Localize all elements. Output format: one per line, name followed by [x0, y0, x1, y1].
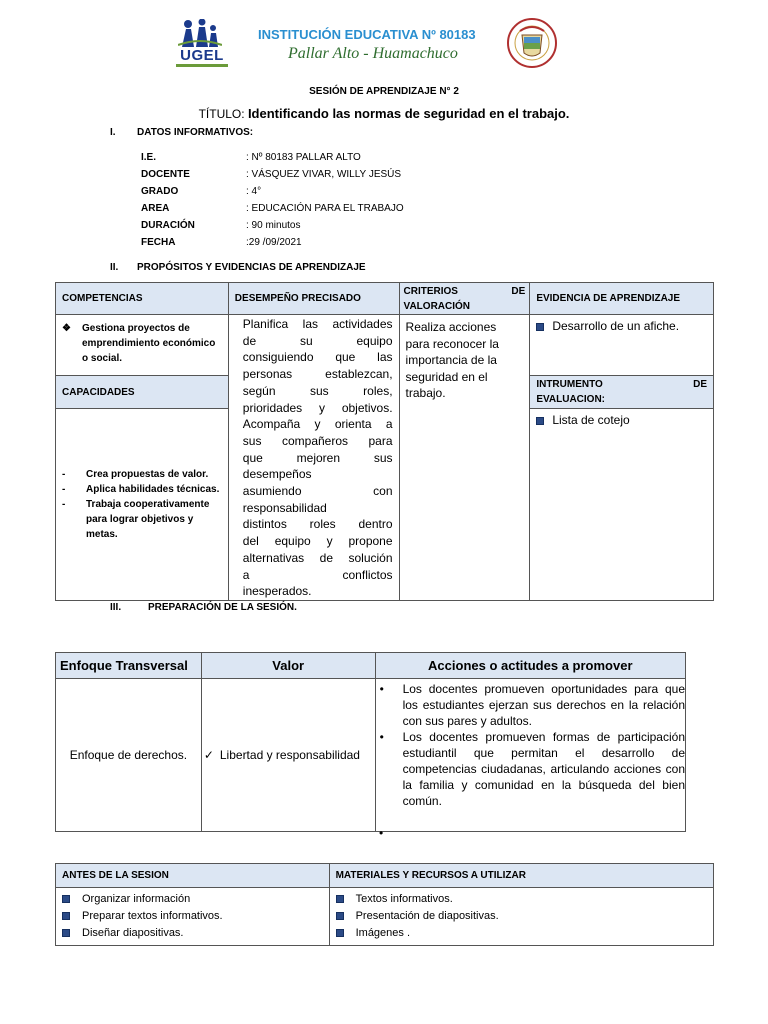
desempeno-line: responsabilidad — [242, 500, 327, 515]
section-3-number: III. — [110, 602, 122, 613]
desempeno-line: que mejoren sus — [242, 450, 393, 465]
info-value: :29 /09/2021 — [246, 237, 302, 248]
propositos-table — [55, 282, 714, 601]
instrumento-word: INTRUMENTO — [536, 379, 603, 391]
ugel-logo-text: UGEL — [180, 47, 224, 64]
header-valor: Valor — [201, 653, 375, 679]
empty-bullet-icon: • — [379, 826, 384, 840]
square-bullet-icon — [62, 929, 70, 937]
ugel-logo — [172, 19, 228, 67]
capacidades-list — [62, 467, 224, 542]
square-bullet-icon — [536, 323, 544, 331]
header-materiales: MATERIALES Y RECURSOS A UTILIZAR — [329, 864, 713, 888]
header-antes: ANTES DE LA SESION — [56, 864, 330, 888]
section-1-title: DATOS INFORMATIVOS: — [137, 127, 254, 138]
instrumento-text: Lista de cotejo — [552, 412, 630, 427]
info-label: GRADO — [141, 186, 179, 197]
header-criterios-word: DE — [511, 285, 526, 297]
list-item: - Trabaja cooperativamente para lograr objetivos y metas. — [62, 498, 210, 540]
header-desempeno: DESEMPEÑO PRECISADO — [228, 283, 399, 315]
desempeno-line: distintos roles dentro — [242, 517, 393, 532]
desempeno-cell — [228, 315, 399, 601]
header-criterios-word: VALORACIÓN — [403, 300, 471, 312]
competencia-text: Gestiona proyectos de emprendimiento económico o social. — [82, 323, 216, 364]
ugel-logo-underline — [176, 64, 228, 67]
info-value: : 90 minutos — [246, 220, 301, 231]
section-1-number: I. — [110, 127, 116, 138]
list-item: - Crea propuestas de valor. — [62, 468, 209, 480]
antes-materiales-table — [55, 863, 714, 946]
section-2-number: II. — [110, 262, 119, 273]
evidencia-text: Desarrollo de un afiche. — [552, 319, 680, 333]
desempeno-line: prioridades y objetivos. — [242, 400, 393, 415]
square-bullet-icon — [62, 895, 70, 903]
list-item: Preparar textos informativos. — [62, 908, 323, 925]
capacidades-cell — [56, 408, 229, 600]
ugel-figures-icon — [178, 19, 222, 47]
desempeno-line: según sus roles, — [242, 383, 393, 398]
desempeno-line: alternativas de solución — [242, 550, 393, 565]
list-item: • Los docentes promueven oportunidades para que los estudiantes ejerzan sus derechos en la relación con sus pares y adultos. — [379, 682, 685, 728]
desempeno-line: desempeños — [242, 467, 312, 482]
desempeno-line: a conflictos — [242, 567, 393, 582]
header-evidencia: EVIDENCIA DE APRENDIZAJE — [530, 283, 714, 315]
antes-cell — [56, 888, 330, 946]
header-enfoque: Enfoque Transversal — [56, 653, 202, 679]
competencia-cell — [56, 315, 229, 376]
section-2-title: PROPÓSITOS Y EVIDENCIAS DE APRENDIZAJE — [137, 262, 366, 273]
session-number: SESIÓN DE APRENDIZAJE N° 2 — [309, 86, 459, 97]
desempeno-line: sus compañeros para — [242, 433, 393, 448]
info-label: DURACIÓN — [141, 220, 195, 231]
enfoque-cell — [56, 679, 202, 832]
desempeno-line: de su equipo — [242, 333, 393, 348]
list-item: Textos informativos. — [336, 891, 707, 908]
desempeno-line: Planifica las actividades — [242, 317, 393, 331]
criterio-cell — [399, 315, 530, 601]
desempeno-line: personas establezcan, — [242, 367, 393, 382]
title-text: Identificando las normas de seguridad en el trabajo. — [247, 106, 570, 121]
title-label: TÍTULO: — [198, 107, 245, 121]
header-competencias: COMPETENCIAS — [56, 283, 229, 315]
instrumento-word: DE — [693, 379, 707, 391]
square-bullet-icon — [536, 417, 544, 425]
section-3-title: PREPARACIÓN DE LA SESIÓN. — [148, 602, 297, 613]
list-item: Imágenes . — [336, 925, 707, 942]
bullet-icon: • — [379, 730, 384, 744]
regional-seal-icon — [506, 17, 558, 69]
info-label: FECHA — [141, 237, 176, 248]
list-item: Organizar información — [62, 891, 323, 908]
square-bullet-icon — [336, 929, 344, 937]
institution-place: Pallar Alto - Huamachuco — [288, 45, 458, 62]
info-value: : VÁSQUEZ VIVAR, WILLY JESÚS — [246, 169, 402, 180]
list-item: - Aplica habilidades técnicas. — [62, 483, 220, 495]
criterio-text: Realiza acciones para reconocer la importancia de la seguridad en el trabajo. — [405, 320, 499, 400]
institution-name: INSTITUCIÓN EDUCATIVA Nº 80183 — [258, 27, 476, 42]
valor-cell — [201, 679, 375, 832]
evidencia-cell — [530, 315, 714, 376]
header-criterios-word: CRITERIOS — [403, 285, 458, 297]
square-bullet-icon — [336, 912, 344, 920]
header-criterios — [399, 283, 530, 315]
enfoque-text: Enfoque de derechos. — [69, 748, 188, 762]
materiales-cell — [329, 888, 713, 946]
diamond-bullet-icon: ❖ — [62, 323, 71, 334]
header-acciones: Acciones o actitudes a promover — [375, 653, 685, 679]
instrumento-word: EVALUACION: — [536, 394, 606, 406]
desempeno-line: inesperados. — [242, 584, 312, 599]
desempeno-line: consiguiendo que las — [242, 350, 393, 365]
check-icon: ✓ — [203, 748, 214, 762]
info-label: AREA — [141, 203, 170, 214]
enfoque-table — [55, 652, 686, 832]
square-bullet-icon — [62, 912, 70, 920]
info-value: : Nº 80183 PALLAR ALTO — [246, 152, 361, 163]
list-item: • Los docentes promueven formas de participación estudiantil que permitan el desarrollo de competencias ciudadanas, articulando acciones con la familia y comunidad en la búsqueda del bien común. — [379, 730, 685, 808]
square-bullet-icon — [336, 895, 344, 903]
instrumento-header — [530, 376, 714, 409]
info-value: : EDUCACIÓN PARA EL TRABAJO — [246, 203, 404, 214]
info-value: : 4° — [246, 186, 262, 197]
list-item: Diseñar diapositivas. — [62, 925, 323, 942]
bullet-icon: • — [379, 682, 384, 696]
info-label: DOCENTE — [141, 169, 190, 180]
acciones-cell — [375, 679, 685, 832]
session-title — [0, 106, 768, 121]
desempeno-line: del equipo y propone — [242, 534, 393, 549]
document-header — [168, 15, 560, 71]
desempeno-line: asumiendo con — [242, 484, 393, 499]
desempeno-line: Acompaña y orienta a — [242, 417, 393, 432]
valor-text: Libertad y responsabilidad — [219, 748, 360, 762]
list-item: Presentación de diapositivas. — [336, 908, 707, 925]
capacidades-header: CAPACIDADES — [56, 376, 229, 409]
instrumento-cell — [530, 408, 714, 600]
info-label: I.E. — [141, 152, 157, 163]
